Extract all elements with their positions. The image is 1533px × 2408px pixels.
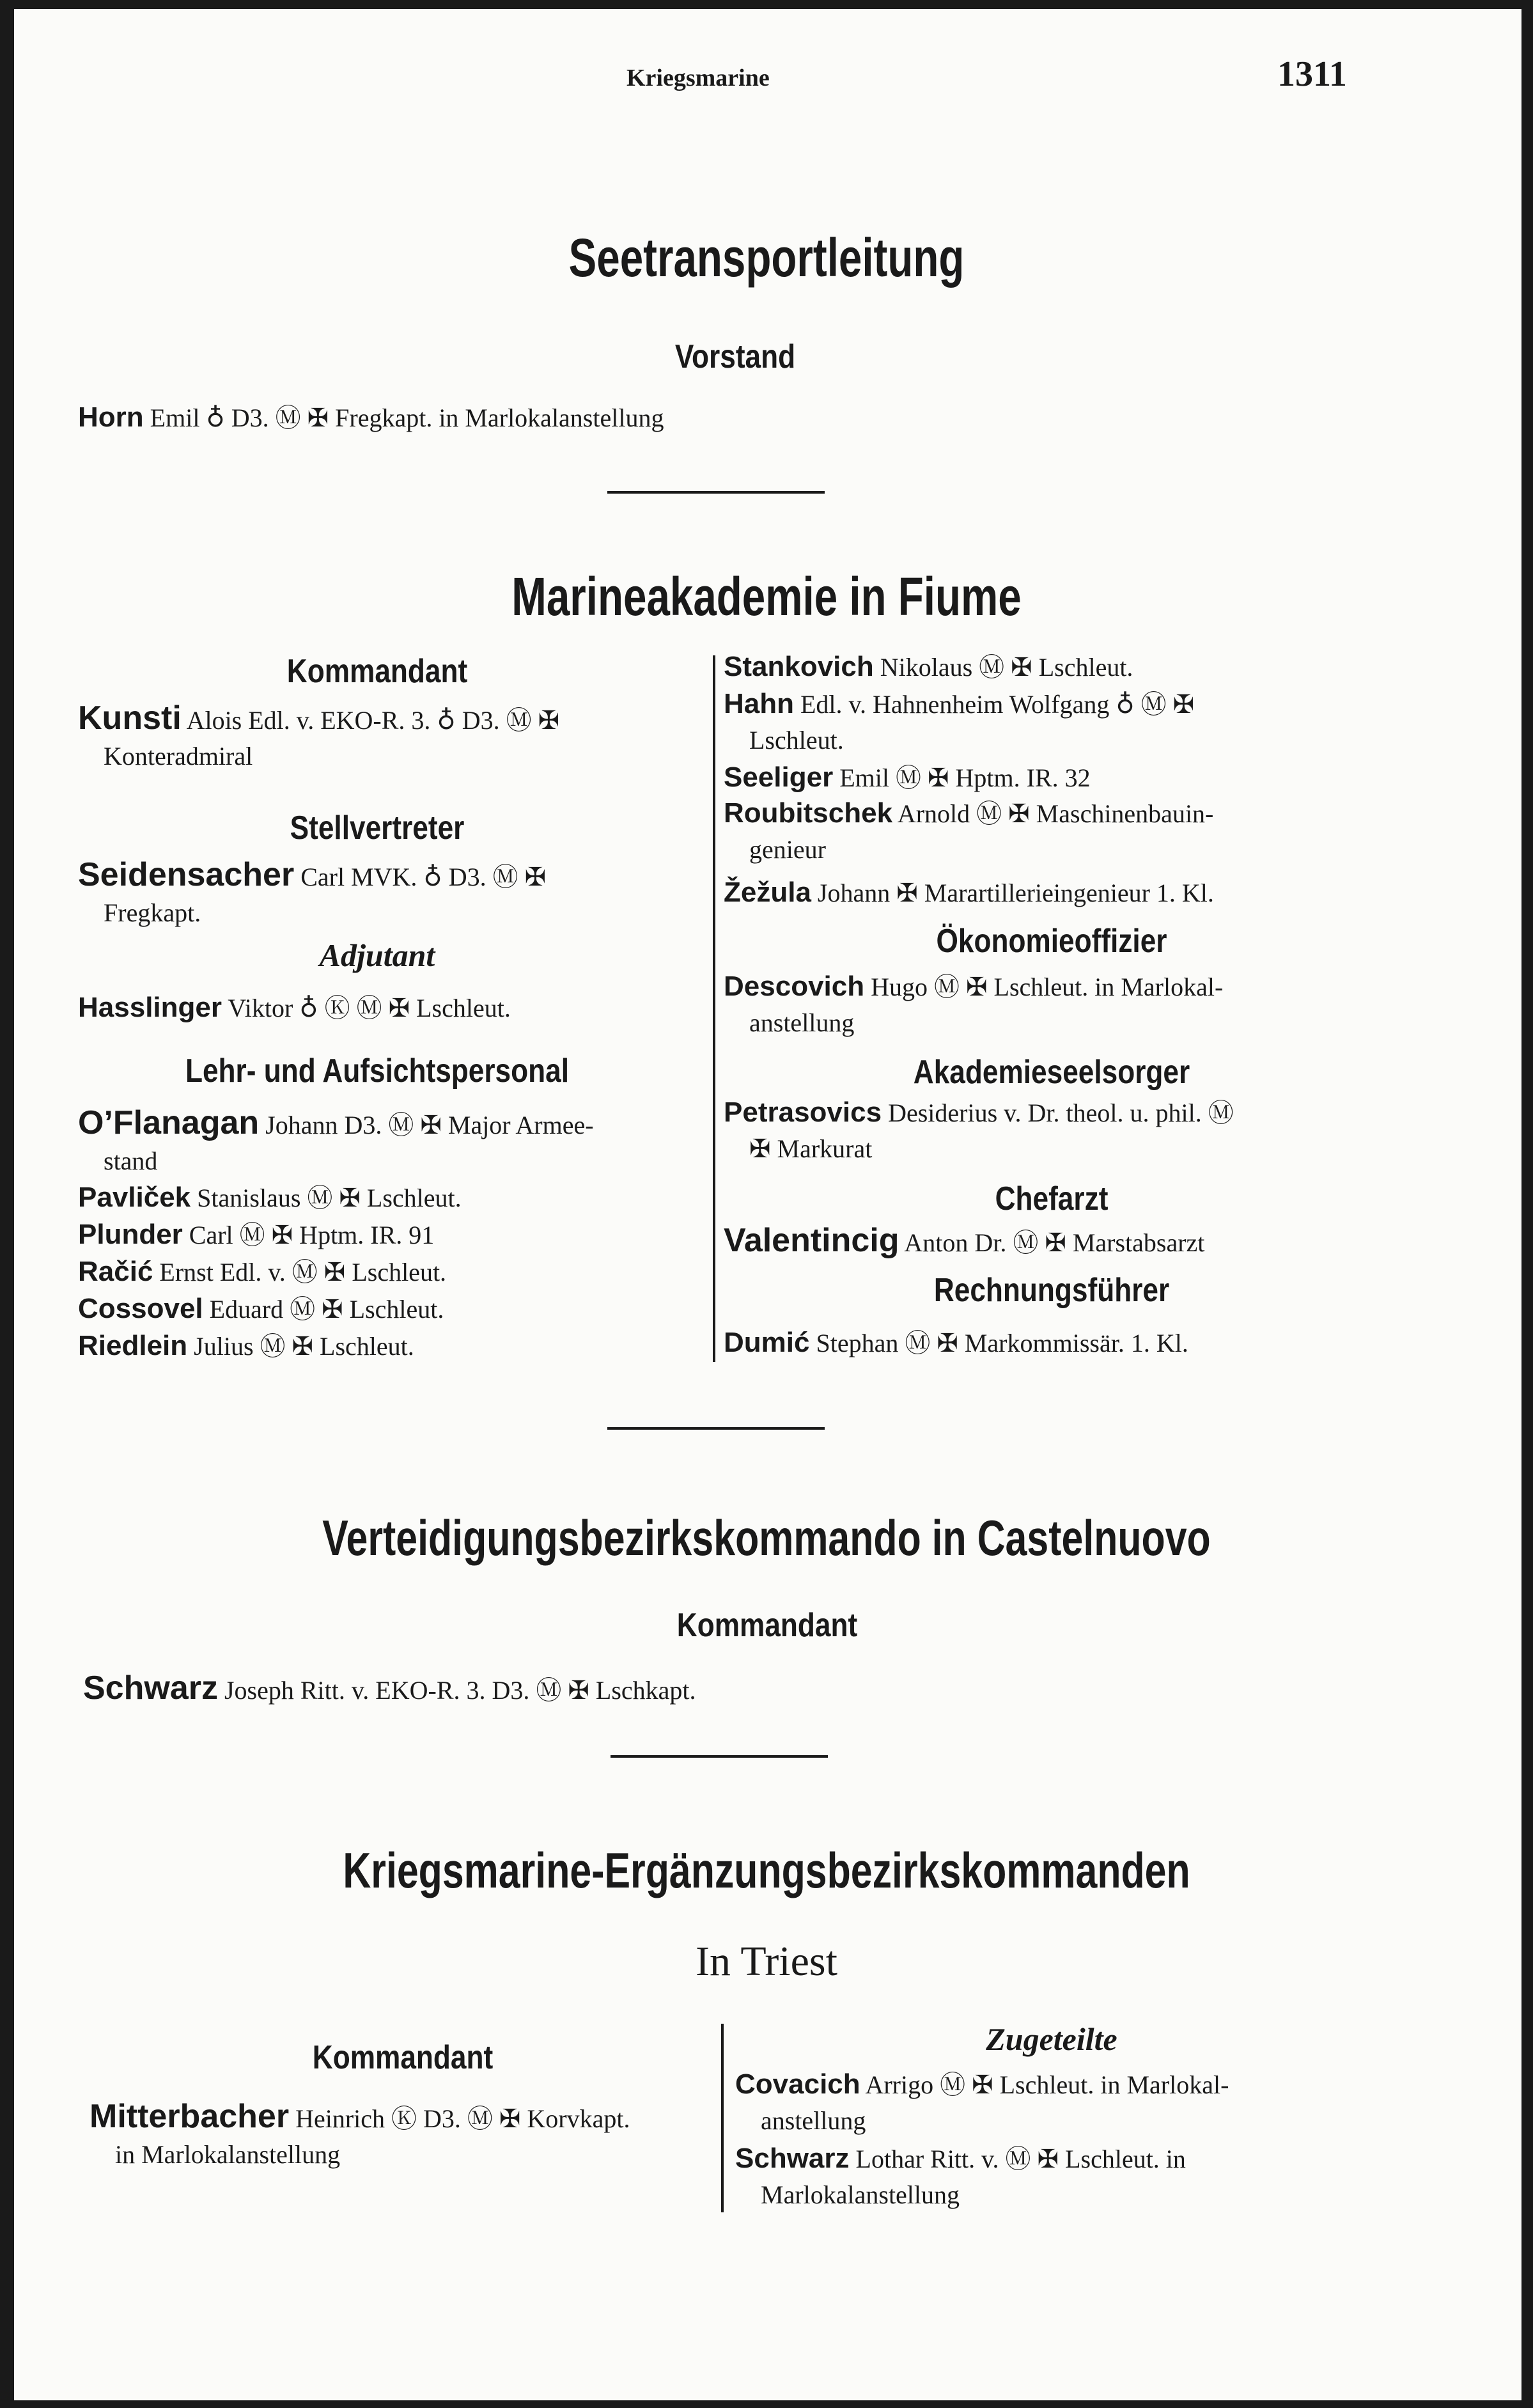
entry-roubitschek: Roubitschek Arnold Ⓜ ✠ Maschinenbauin- genieur xyxy=(724,797,1214,864)
heading-chefarzt: Chefarzt xyxy=(995,1180,1109,1217)
entry-schwarz-joseph: Schwarz Joseph Ritt. v. EKO-R. 3. D3. Ⓜ ✠ Lschkapt. xyxy=(83,1669,696,1707)
column-divider-akademie xyxy=(713,655,715,1362)
heading-stellvertreter: Stellvertreter xyxy=(290,809,465,847)
heading-akademieseelsorger: Akademieseelsorger xyxy=(913,1054,1190,1091)
entry-cossovel: Cossovel Eduard Ⓜ ✠ Lschleut. xyxy=(78,1293,444,1324)
heading-oekonomieoffizier: Ökonomieoffizier xyxy=(936,923,1167,960)
entry-seeliger: Seeliger Emil Ⓜ ✠ Hptm. IR. 32 xyxy=(724,762,1091,793)
heading-zugeteilte: Zugeteilte xyxy=(986,2021,1117,2057)
heading-kommandant-triest: Kommandant xyxy=(312,2039,494,2076)
entry-racic: Račić Ernst Edl. v. Ⓜ ✠ Lschleut. xyxy=(78,1256,447,1287)
divider-3 xyxy=(611,1755,828,1758)
entry-plunder: Plunder Carl Ⓜ ✠ Hptm. IR. 91 xyxy=(78,1219,435,1250)
scan-border-top xyxy=(0,0,1533,9)
heading-kommandant: Kommandant xyxy=(286,653,468,690)
divider-2 xyxy=(607,1427,825,1430)
entry-descovich: Descovich Hugo Ⓜ ✠ Lschleut. in Marlokal- anstellung xyxy=(724,971,1224,1037)
entry-schwarz-lothar: Schwarz Lothar Ritt. v. Ⓜ ✠ Lschleut. in Marlokalanstellung xyxy=(735,2143,1186,2209)
page-number: 1311 xyxy=(1277,54,1347,94)
entry-oflanagan: O’Flanagan Johann D3. Ⓜ ✠ Major Armee- stand xyxy=(78,1104,594,1175)
running-head: Kriegsmarine xyxy=(626,65,770,91)
section-title-seetransport: Seetransportleitung xyxy=(568,228,965,288)
entry-valentincig: Valentincig Anton Dr. Ⓜ ✠ Marstabsarzt xyxy=(724,1222,1205,1259)
scan-border-left xyxy=(0,0,14,2408)
entry-riedlein: Riedlein Julius Ⓜ ✠ Lschleut. xyxy=(78,1330,414,1361)
entry-dumic: Dumić Stephan Ⓜ ✠ Markommissär. 1. Kl. xyxy=(724,1327,1188,1358)
section-title-ergaenzung: Kriegsmarine-Ergänzungsbezirkskommanden xyxy=(343,1842,1190,1898)
section-title-castelnuovo: Verteidigungsbezirkskommando in Castelnuovo xyxy=(322,1510,1211,1566)
entry-horn: Horn Emil ♁ D3. Ⓜ ✠ Fregkapt. in Marlokalanstellung xyxy=(78,402,664,433)
scan-border-right xyxy=(1521,0,1533,2408)
divider-1 xyxy=(607,491,825,494)
scan-border-bottom xyxy=(0,2400,1533,2408)
heading-lehrpersonal: Lehr- und Aufsichtspersonal xyxy=(185,1052,570,1090)
section-title-marineakademie: Marineakademie in Fiume xyxy=(511,567,1022,627)
entry-pavlicek: Pavliček Stanislaus Ⓜ ✠ Lschleut. xyxy=(78,1182,462,1213)
heading-kommandant-castelnuovo: Kommandant xyxy=(676,1607,858,1644)
entry-zezula: Žežula Johann ✠ Marartillerieingenieur 1. Kl. xyxy=(724,877,1214,908)
heading-rechnungsfuehrer: Rechnungsführer xyxy=(933,1272,1170,1309)
heading-vorstand: Vorstand xyxy=(674,338,796,375)
entry-stankovich: Stankovich Nikolaus Ⓜ ✠ Lschleut. xyxy=(724,651,1133,682)
heading-adjutant: Adjutant xyxy=(319,937,435,973)
entry-hahn: Hahn Edl. v. Hahnenheim Wolfgang ♁ Ⓜ ✠ Lschleut. xyxy=(724,688,1195,754)
entry-kunsti: Kunsti Alois Edl. v. EKO-R. 3. ♁ D3. Ⓜ ✠ Konteradmiral xyxy=(78,700,560,770)
entry-petrasovics: Petrasovics Desiderius v. Dr. theol. u. phil. Ⓜ ✠ Markurat xyxy=(724,1097,1234,1163)
subtitle-in-triest: In Triest xyxy=(696,1938,837,1985)
entry-hasslinger: Hasslinger Viktor ♁ Ⓚ Ⓜ ✠ Lschleut. xyxy=(78,992,511,1023)
entry-seidensacher: Seidensacher Carl MVK. ♁ D3. Ⓜ ✠ Fregkapt. xyxy=(78,856,547,927)
entry-mitterbacher: Mitterbacher Heinrich Ⓚ D3. Ⓜ ✠ Korvkapt. in Marlokalanstellung xyxy=(89,2098,630,2169)
entry-covacich: Covacich Arrigo Ⓜ ✠ Lschleut. in Marlokal- anstellung xyxy=(735,2068,1229,2135)
